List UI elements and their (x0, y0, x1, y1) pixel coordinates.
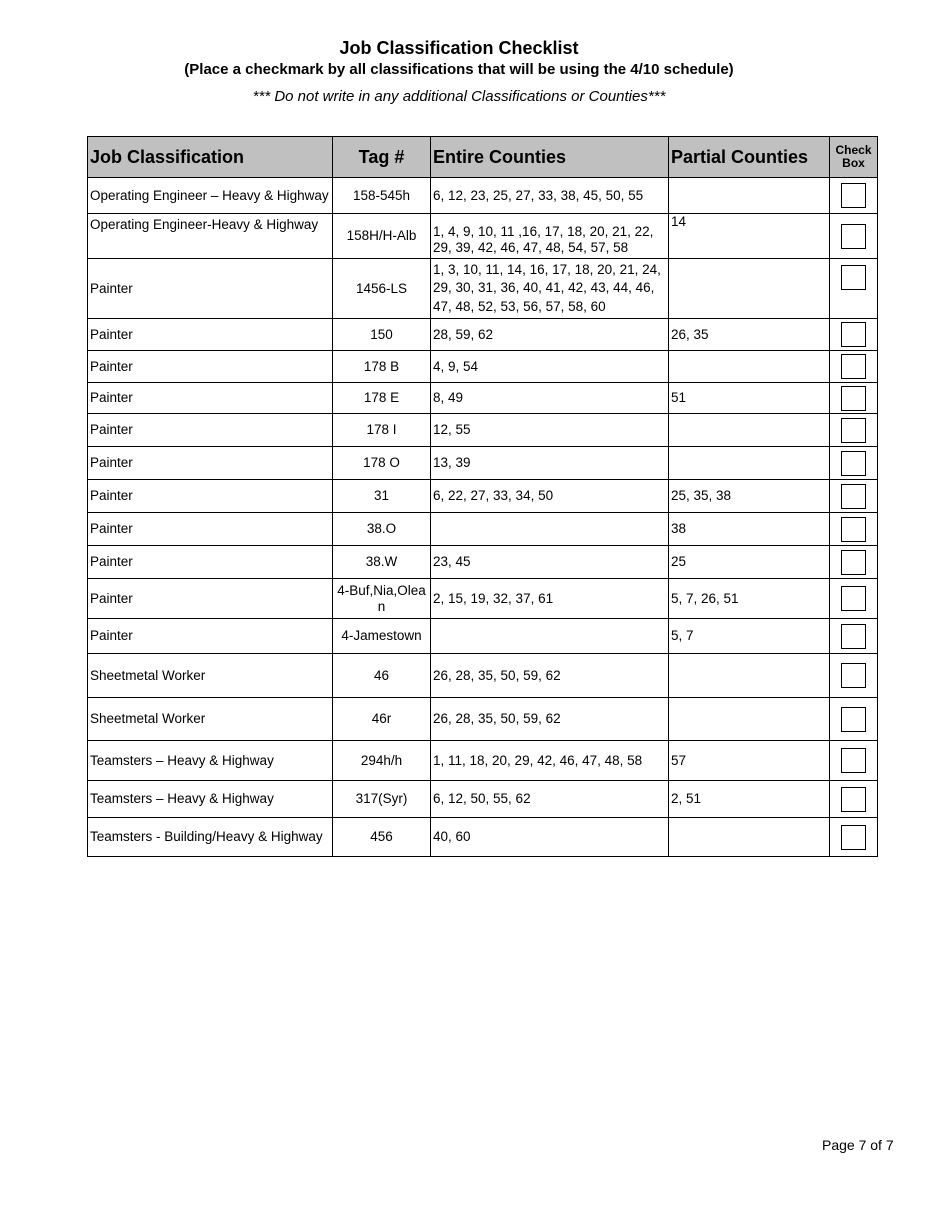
cell-tag: 294h/h (333, 741, 431, 781)
cell-job-classification: Painter (88, 414, 333, 447)
cell-entire-counties: 6, 22, 27, 33, 34, 50 (431, 480, 669, 513)
cell-check (830, 579, 878, 619)
cell-tag: 150 (333, 319, 431, 351)
cell-check (830, 619, 878, 654)
cell-entire-counties: 6, 12, 23, 25, 27, 33, 38, 45, 50, 55 (431, 178, 669, 214)
cell-job-classification: Sheetmetal Worker (88, 698, 333, 741)
cell-job-classification: Painter (88, 383, 333, 414)
cell-tag: 38.O (333, 513, 431, 546)
cell-check (830, 214, 878, 259)
cell-check (830, 698, 878, 741)
check-header-line2: Box (842, 156, 865, 170)
table-row (88, 741, 878, 781)
cell-partial-counties (669, 351, 830, 383)
row-checkbox[interactable] (841, 224, 866, 249)
cell-partial-counties: 51 (669, 383, 830, 414)
cell-tag: 158H/H-Alb (333, 214, 431, 259)
cell-partial-counties (669, 447, 830, 480)
cell-check (830, 546, 878, 579)
row-checkbox[interactable] (841, 707, 866, 732)
cell-check (830, 513, 878, 546)
cell-job-classification: Painter (88, 546, 333, 579)
cell-partial-counties (669, 698, 830, 741)
cell-entire-counties: 12, 55 (431, 414, 669, 447)
cell-tag: 456 (333, 818, 431, 857)
page-title: Job Classification Checklist (339, 38, 579, 58)
table-row (88, 319, 878, 351)
cell-check (830, 781, 878, 818)
cell-check (830, 414, 878, 447)
cell-partial-counties: 5, 7, 26, 51 (669, 579, 830, 619)
cell-check (830, 383, 878, 414)
cell-tag: 31 (333, 480, 431, 513)
cell-tag: 158-545h (333, 178, 431, 214)
cell-entire-counties: 2, 15, 19, 32, 37, 61 (431, 579, 669, 619)
row-checkbox[interactable] (841, 354, 866, 379)
cell-entire-counties: 40, 60 (431, 818, 669, 857)
row-checkbox[interactable] (841, 322, 866, 347)
column-header-job-classification: Job Classification (88, 137, 333, 178)
cell-job-classification: Painter (88, 513, 333, 546)
cell-tag: 178 E (333, 383, 431, 414)
cell-job-classification: Teamsters - Building/Heavy & Highway (88, 818, 333, 857)
table-row (88, 214, 878, 259)
row-checkbox[interactable] (841, 748, 866, 773)
cell-job-classification: Painter (88, 319, 333, 351)
cell-tag: 46 (333, 654, 431, 698)
row-checkbox[interactable] (841, 663, 866, 688)
cell-job-classification: Teamsters – Heavy & Highway (88, 781, 333, 818)
row-checkbox[interactable] (841, 624, 866, 649)
table-row (88, 619, 878, 654)
cell-check (830, 319, 878, 351)
table-row (88, 513, 878, 546)
table-row (88, 579, 878, 619)
cell-partial-counties (669, 414, 830, 447)
cell-partial-counties (669, 178, 830, 214)
table-row (88, 447, 878, 480)
cell-tag: 4-Jamestown (333, 619, 431, 654)
cell-tag: 1456-LS (333, 259, 431, 319)
table-row (88, 414, 878, 447)
row-checkbox[interactable] (841, 183, 866, 208)
cell-job-classification: Painter (88, 447, 333, 480)
cell-entire-counties: 28, 59, 62 (431, 319, 669, 351)
cell-entire-counties: 6, 12, 50, 55, 62 (431, 781, 669, 818)
table-header-row (88, 137, 878, 178)
cell-entire-counties: 4, 9, 54 (431, 351, 669, 383)
cell-entire-counties: 26, 28, 35, 50, 59, 62 (431, 654, 669, 698)
column-header-check-box (830, 137, 878, 178)
row-checkbox[interactable] (841, 586, 866, 611)
cell-entire-counties: 13, 39 (431, 447, 669, 480)
table-row (88, 480, 878, 513)
cell-check (830, 447, 878, 480)
row-checkbox[interactable] (841, 386, 866, 411)
cell-entire-counties: 23, 45 (431, 546, 669, 579)
table-row (88, 654, 878, 698)
cell-partial-counties (669, 818, 830, 857)
cell-check (830, 178, 878, 214)
cell-partial-counties: 25, 35, 38 (669, 480, 830, 513)
cell-check (830, 654, 878, 698)
cell-job-classification: Painter (88, 480, 333, 513)
cell-partial-counties (669, 654, 830, 698)
cell-tag: 317(Syr) (333, 781, 431, 818)
column-header-tag: Tag # (333, 137, 431, 178)
cell-tag: 46r (333, 698, 431, 741)
cell-tag: 178 O (333, 447, 431, 480)
cell-check (830, 351, 878, 383)
page-number: Page 7 of 7 (822, 1137, 894, 1153)
cell-tag: 178 I (333, 414, 431, 447)
cell-partial-counties: 57 (669, 741, 830, 781)
cell-job-classification: Painter (88, 619, 333, 654)
table-row (88, 383, 878, 414)
cell-entire-counties: 1, 4, 9, 10, 11 ,16, 17, 18, 20, 21, 22, 29, 39, 42, 46, 47, 48, 54, 57, 58 (431, 214, 669, 259)
cell-entire-counties: 8, 49 (431, 383, 669, 414)
cell-check (830, 741, 878, 781)
classification-table (87, 136, 878, 857)
cell-job-classification: Sheetmetal Worker (88, 654, 333, 698)
cell-job-classification: Teamsters – Heavy & Highway (88, 741, 333, 781)
cell-check (830, 818, 878, 857)
table-row (88, 698, 878, 741)
cell-partial-counties: 26, 35 (669, 319, 830, 351)
cell-check (830, 480, 878, 513)
cell-tag: 4-Buf,Nia,Olean (333, 579, 431, 619)
cell-tag: 178 B (333, 351, 431, 383)
page-subtitle: (Place a checkmark by all classifications that will be using the 4/10 schedule) (184, 61, 734, 78)
row-checkbox[interactable] (841, 787, 866, 812)
cell-partial-counties: 14 (669, 214, 830, 259)
row-checkbox[interactable] (841, 825, 866, 850)
table-row (88, 546, 878, 579)
row-checkbox[interactable] (841, 517, 866, 542)
cell-job-classification: Operating Engineer-Heavy & Highway (88, 214, 333, 259)
cell-entire-counties: 1, 3, 10, 11, 14, 16, 17, 18, 20, 21, 24, 29, 30, 31, 36, 40, 41, 42, 43, 44, 46, 47, 48, 52, 53, 56, 57, 58, 60 (431, 259, 669, 319)
row-checkbox[interactable] (841, 418, 866, 443)
cell-entire-counties: 1, 11, 18, 20, 29, 42, 46, 47, 48, 58 (431, 741, 669, 781)
cell-partial-counties: 25 (669, 546, 830, 579)
cell-partial-counties: 2, 51 (669, 781, 830, 818)
cell-job-classification: Painter (88, 579, 333, 619)
row-checkbox[interactable] (841, 451, 866, 476)
instruction-note: *** Do not write in any additional Classifications or Counties*** (252, 88, 666, 105)
row-checkbox[interactable] (841, 265, 866, 290)
cell-tag: 38.W (333, 546, 431, 579)
cell-entire-counties: 26, 28, 35, 50, 59, 62 (431, 698, 669, 741)
table-row (88, 818, 878, 857)
column-header-partial-counties: Partial Counties (669, 137, 830, 178)
check-header-line1: Check (835, 143, 872, 157)
table-row (88, 259, 878, 319)
table-row (88, 178, 878, 214)
cell-partial-counties: 38 (669, 513, 830, 546)
cell-entire-counties (431, 513, 669, 546)
row-checkbox[interactable] (841, 484, 866, 509)
row-checkbox[interactable] (841, 550, 866, 575)
cell-entire-counties (431, 619, 669, 654)
table-row (88, 351, 878, 383)
cell-partial-counties (669, 259, 830, 319)
cell-job-classification: Painter (88, 351, 333, 383)
cell-check (830, 259, 878, 319)
cell-job-classification: Painter (88, 259, 333, 319)
cell-job-classification: Operating Engineer – Heavy & Highway (88, 178, 333, 214)
table-row (88, 781, 878, 818)
cell-partial-counties: 5, 7 (669, 619, 830, 654)
column-header-entire-counties: Entire Counties (431, 137, 669, 178)
